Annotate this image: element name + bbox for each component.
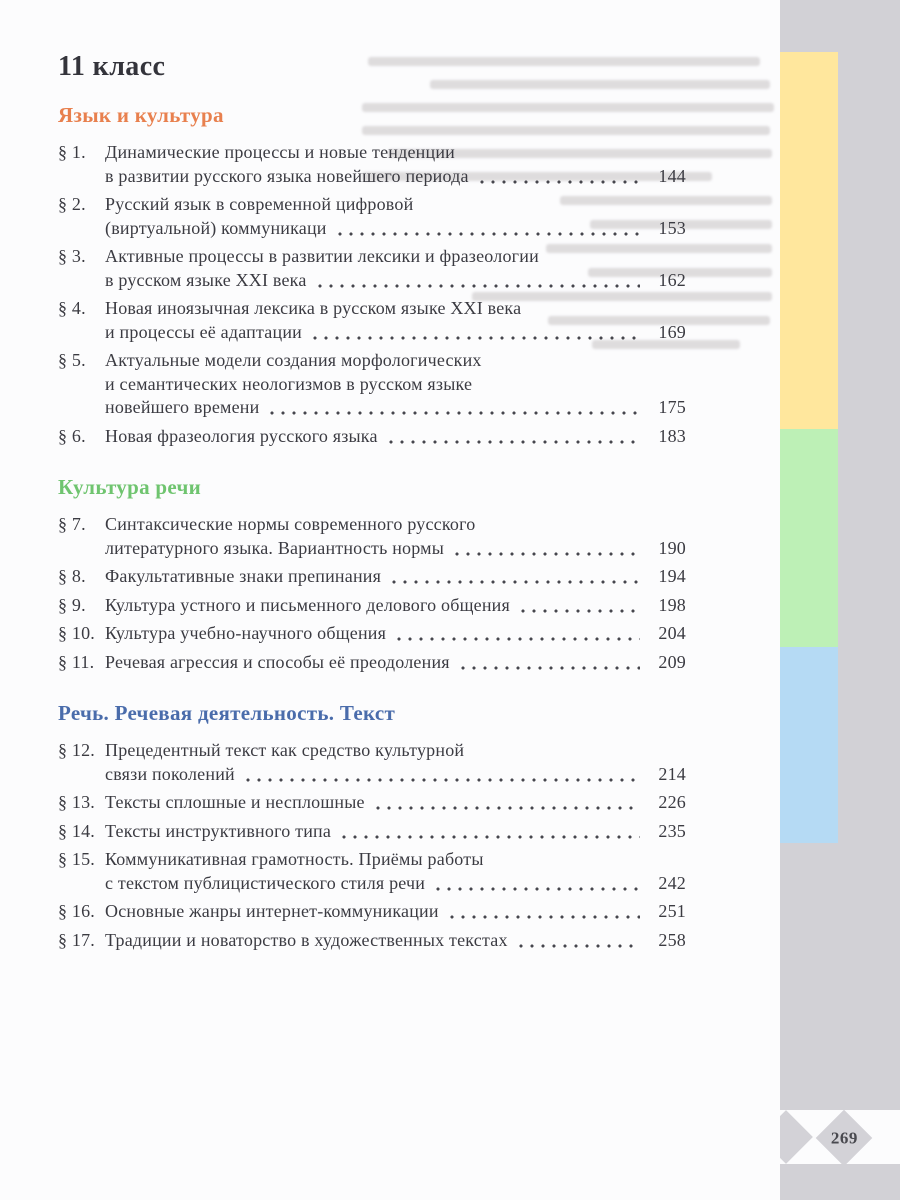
entry-title: Культура устного и письменного делового общения: [105, 594, 510, 615]
entry-number: § 8.: [58, 566, 86, 586]
entry-page-number: 214: [658, 763, 686, 784]
index-tab-yellow: [780, 52, 838, 429]
entry-last-line: [105, 763, 686, 787]
entry-title-line: и семантических неологизмов в русском языке: [105, 373, 473, 394]
entry-last-line: [105, 872, 686, 896]
entry-body: [105, 651, 686, 675]
page-number: 269: [830, 1128, 858, 1147]
section-entries: [58, 141, 686, 448]
entry-last-line: [105, 425, 686, 449]
entry-title-line: Русский язык в современной цифровой: [105, 194, 414, 214]
entry-last-line: [105, 594, 686, 618]
entry-number: § 12.: [58, 740, 95, 760]
dot-leader: [518, 929, 640, 953]
toc-section: [58, 474, 686, 674]
dot-leader: [312, 321, 640, 345]
entry-title: Факультативные знаки препинания: [105, 566, 382, 586]
dot-leader: [454, 537, 640, 561]
entry-title-line: Прецедентный текст как средство культурной: [105, 740, 465, 760]
section-heading: Язык и культура: [58, 103, 224, 127]
entry-page-number: 153: [658, 217, 686, 238]
toc-entry: [58, 297, 686, 344]
entry-title-line: Динамические процессы и новые тенденции: [105, 142, 455, 162]
toc-entry: [58, 929, 686, 953]
toc-section: [58, 102, 686, 448]
entry-page-number: 169: [658, 321, 686, 342]
entry-title: новейшего времени: [105, 397, 260, 417]
toc-entry: [58, 594, 686, 618]
decor-diamond-icon: [780, 1110, 813, 1164]
entry-page-number: 235: [658, 820, 686, 841]
entry-last-line: [105, 217, 686, 241]
table-of-contents: [58, 50, 686, 957]
entry-title-line: Новая иноязычная лексика в русском языке XXI века: [105, 298, 522, 318]
entry-last-line: [105, 269, 686, 293]
section-heading: Речь. Речевая деятельность. Текст: [58, 701, 396, 725]
entry-number: § 17.: [58, 929, 95, 950]
entry-number: § 13.: [58, 792, 95, 812]
entry-title: Речевая агрессия и способы её преодоления: [105, 651, 450, 672]
entry-title-line: Активные процессы в развитии лексики и фразеологии: [105, 246, 539, 266]
entry-page-number: 242: [658, 872, 686, 893]
toc-entry: [58, 622, 686, 646]
toc-entry: [58, 349, 686, 420]
entry-page-number: 162: [658, 269, 686, 290]
entry-last-line: [105, 900, 686, 924]
page-title: 11 класс: [58, 51, 166, 82]
entry-title: и процессы её адаптации: [105, 321, 302, 342]
entry-number: § 1.: [58, 142, 86, 162]
dot-leader: [245, 763, 640, 787]
entry-page-number: 198: [658, 594, 686, 615]
entry-body: [105, 193, 686, 240]
dot-leader: [388, 425, 640, 449]
page-number-diamond: [816, 1110, 873, 1164]
entry-last-line: [105, 321, 686, 345]
entry-page-number: 183: [658, 425, 686, 446]
entry-body: [105, 141, 686, 188]
entry-body: [105, 594, 686, 618]
toc-section: [58, 700, 686, 952]
entry-body: [105, 739, 686, 786]
entry-number: § 10.: [58, 623, 95, 643]
entry-last-line: [105, 651, 686, 675]
index-tab-blue: [780, 647, 838, 843]
entry-body: [105, 297, 686, 344]
entry-last-line: [105, 537, 686, 561]
entry-last-line: [105, 929, 686, 953]
entry-page-number: 258: [658, 929, 686, 950]
entry-number: § 9.: [58, 594, 86, 615]
entry-number: § 15.: [58, 849, 95, 869]
entry-title: в развитии русского языка новейшего периода: [105, 165, 469, 186]
entry-page-number: 251: [658, 901, 686, 921]
entry-last-line: [105, 396, 686, 420]
entry-body: [105, 565, 686, 589]
page-number-band: [780, 1110, 900, 1164]
toc-entry: [58, 820, 686, 844]
entry-title: в русском языке XXI века: [105, 269, 307, 290]
entry-number: § 7.: [58, 514, 86, 534]
dot-leader: [435, 872, 640, 896]
entry-number: § 2.: [58, 194, 86, 214]
entry-number: § 16.: [58, 901, 95, 921]
entry-title-line: Коммуникативная грамотность. Приёмы работы: [105, 849, 484, 869]
entry-last-line: [105, 622, 686, 646]
toc-entry: [58, 513, 686, 560]
toc-sections: [58, 102, 686, 952]
entry-title: Основные жанры интернет-коммуникации: [105, 901, 439, 921]
entry-body: [105, 245, 686, 292]
entry-body: [105, 848, 686, 895]
entry-last-line: [105, 820, 686, 844]
entry-number: § 14.: [58, 820, 95, 841]
entry-body: [105, 820, 686, 844]
toc-entry: [58, 245, 686, 292]
entry-title: связи поколений: [105, 763, 235, 784]
entry-page-number: 190: [658, 537, 686, 558]
entry-title: Культура учебно-научного общения: [105, 623, 387, 643]
dot-leader: [460, 651, 640, 675]
dot-leader: [449, 900, 640, 924]
section-entries: [58, 739, 686, 952]
toc-entry: [58, 141, 686, 188]
entry-title: (виртуальной) коммуникаци: [105, 217, 327, 238]
toc-entry: [58, 848, 686, 895]
entry-body: [105, 900, 686, 924]
entry-page-number: 226: [658, 792, 686, 812]
entry-body: [105, 425, 686, 449]
entry-title: Традиции и новаторство в художественных текстах: [105, 929, 508, 950]
entry-number: § 6.: [58, 425, 86, 446]
entry-body: [105, 622, 686, 646]
entry-page-number: 204: [658, 623, 686, 643]
entry-body: [105, 513, 686, 560]
toc-entry: [58, 791, 686, 815]
index-tab-green: [780, 429, 838, 647]
entry-page-number: 144: [658, 165, 686, 186]
dot-leader: [391, 565, 640, 589]
toc-entry: [58, 651, 686, 675]
dot-leader: [317, 269, 640, 293]
dot-leader: [520, 594, 640, 618]
toc-entry: [58, 193, 686, 240]
scan-edge-strip: [780, 0, 900, 1200]
entry-title-line: Актуальные модели создания морфологических: [105, 350, 482, 370]
entry-number: § 11.: [58, 651, 95, 672]
dot-leader: [341, 820, 640, 844]
toc-entry: [58, 900, 686, 924]
section-entries: [58, 513, 686, 674]
entry-page-number: 175: [658, 397, 686, 417]
dot-leader: [337, 217, 640, 241]
dot-leader: [269, 396, 640, 420]
toc-entry: [58, 565, 686, 589]
dot-leader: [375, 791, 640, 815]
entry-page-number: 194: [658, 566, 686, 586]
entry-title: с текстом публицистического стиля речи: [105, 872, 426, 893]
entry-last-line: [105, 165, 686, 189]
toc-entry: [58, 425, 686, 449]
entry-number: § 3.: [58, 246, 86, 266]
entry-body: [105, 791, 686, 815]
entry-title: Тексты инструктивного типа: [105, 820, 332, 841]
entry-last-line: [105, 791, 686, 815]
toc-entry: [58, 739, 686, 786]
entry-title-line: Синтаксические нормы современного русского: [105, 514, 476, 534]
entry-title: Тексты сплошные и несплошные: [105, 792, 365, 812]
entry-number: § 5.: [58, 350, 86, 370]
entry-title: литературного языка. Вариантность нормы: [105, 537, 445, 558]
dot-leader: [396, 622, 640, 646]
section-heading: Культура речи: [58, 475, 202, 499]
entry-page-number: 209: [658, 651, 686, 672]
dot-leader: [479, 165, 640, 189]
entry-body: [105, 929, 686, 953]
entry-number: § 4.: [58, 298, 86, 318]
entry-body: [105, 349, 686, 420]
entry-title: Новая фразеология русского языка: [105, 425, 378, 446]
entry-last-line: [105, 565, 686, 589]
